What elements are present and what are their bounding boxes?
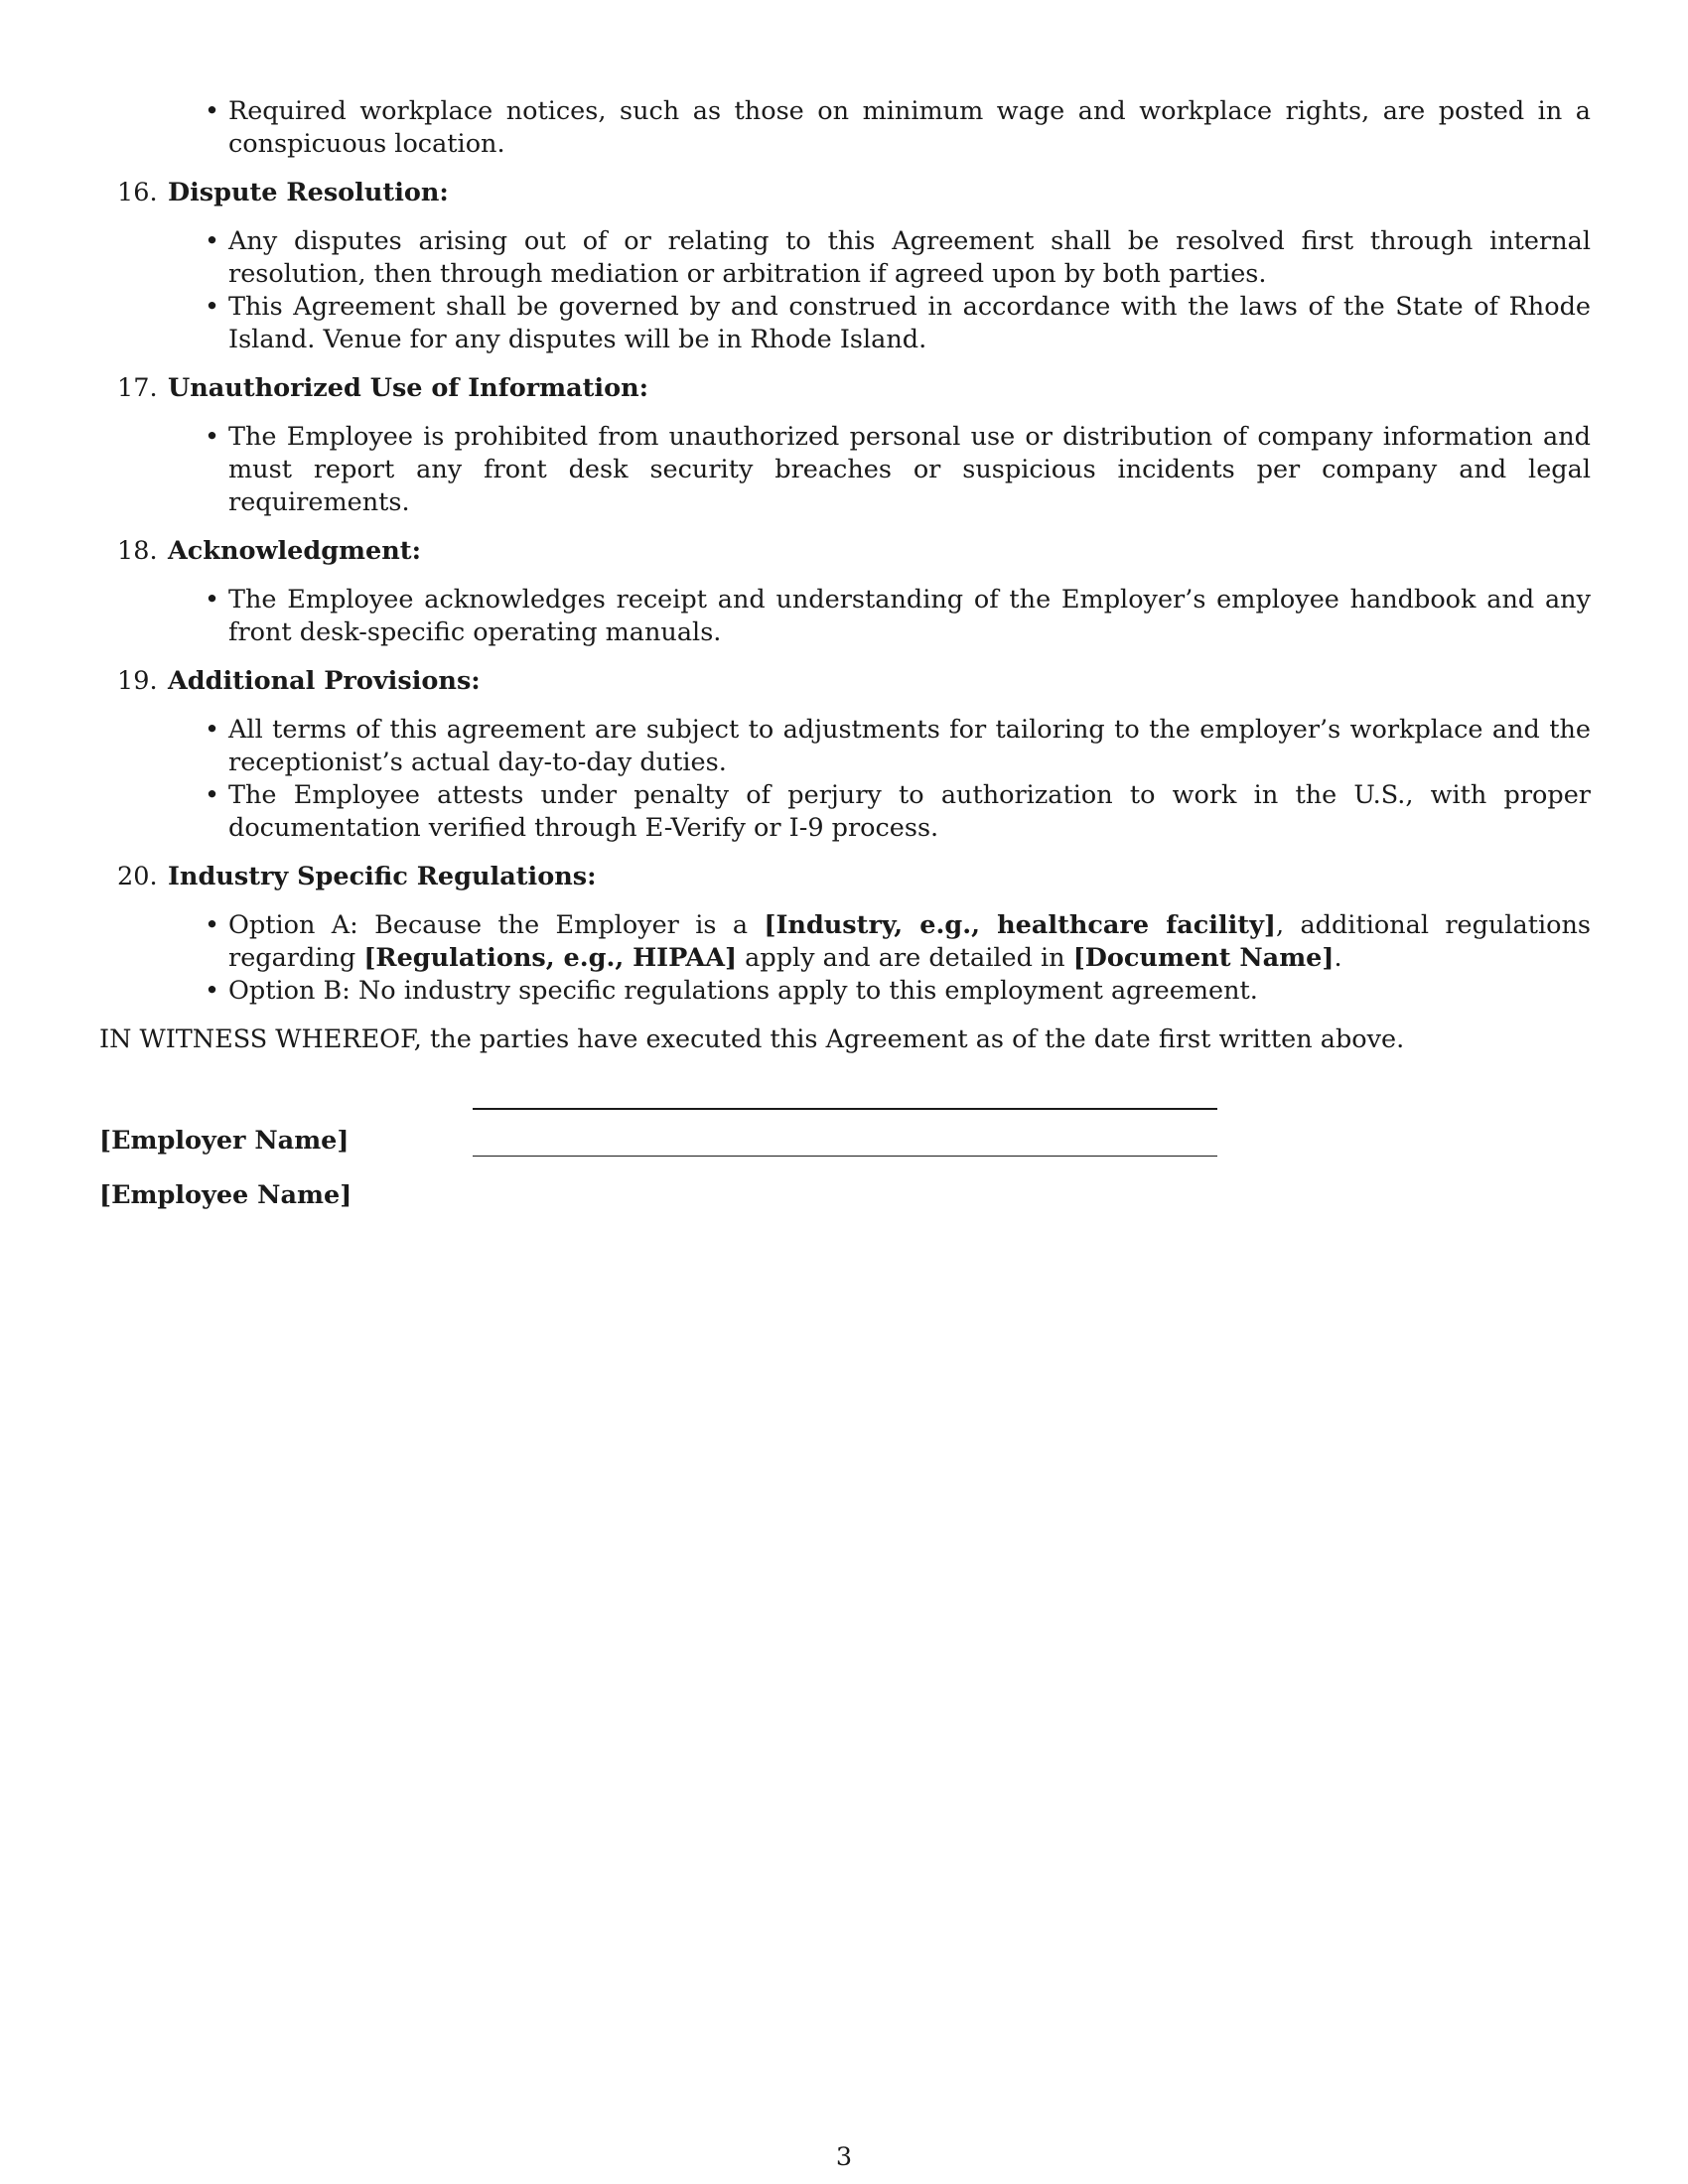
signature-block xyxy=(99,1056,1591,1156)
option-a-text: , additional regulations regarding xyxy=(228,910,1591,973)
list-item: • Any disputes arising out of or relating to this Agreement shall be resolved first through internal resolution, then through mediation or arbitration if agreed upon by both parties. xyxy=(228,225,1591,291)
bullet-list xyxy=(99,909,1591,1008)
list-item: • All terms of this agreement are subject to adjustments for tailoring to the employer’s workplace and the receptionist’s actual day-to-day duties. xyxy=(228,714,1591,779)
employee-name: [Employee Name] xyxy=(99,1180,352,1210)
bullet-list xyxy=(99,714,1591,845)
document-name-placeholder: [Document Name] xyxy=(1072,943,1335,973)
bullet-list xyxy=(99,421,1591,519)
list-item: • The Employee attests under penalty of perjury to authorization to work in the U.S., with proper documentation verified through E-Verify or I-9 process. xyxy=(228,779,1591,845)
page-number: 3 xyxy=(835,2142,853,2172)
bullet-list xyxy=(99,584,1591,649)
section-heading xyxy=(99,535,1591,568)
section-heading xyxy=(99,372,1591,405)
intro-bullet-list xyxy=(99,95,1591,161)
list-item: • The Employee acknowledges receipt and understanding of the Employer’s employee handbook and any front desk-specific operating manuals. xyxy=(228,584,1591,649)
list-item-option-b: • Option B: No industry specific regulations apply to this employment agreement. xyxy=(228,975,1591,1008)
section-industry-regulations xyxy=(99,861,1591,1008)
section-heading xyxy=(99,177,1591,209)
regulations-placeholder: [Regulations, e.g., HIPAA] xyxy=(363,943,738,973)
section-unauthorized-use xyxy=(99,372,1591,519)
section-number: 18. xyxy=(117,536,158,566)
list-item-option-a xyxy=(228,909,1591,975)
option-a-text: apply and are detailed in xyxy=(737,943,1073,973)
document-body xyxy=(99,95,1591,1255)
section-number: 17. xyxy=(117,373,158,403)
employer-name: [Employer Name] xyxy=(99,1126,350,1156)
employer-signature-line xyxy=(473,1108,1217,1110)
section-acknowledgment xyxy=(99,535,1591,649)
industry-placeholder: [Industry, e.g., healthcare facility] xyxy=(764,910,1276,940)
section-dispute-resolution xyxy=(99,177,1591,356)
list-item: • This Agreement shall be governed by and construed in accordance with the laws of the State of Rhode Island. Venue for any disputes will be in Rhode Island. xyxy=(228,291,1591,356)
bullet-list xyxy=(99,225,1591,356)
section-number: 20. xyxy=(117,862,158,891)
section-title: Dispute Resolution: xyxy=(168,178,449,207)
list-item: • The Employee is prohibited from unauthorized personal use or distribution of company information and must report any front desk security breaches or suspicious incidents per company and legal requirements. xyxy=(228,421,1591,519)
section-title: Industry Specific Regulations: xyxy=(168,862,597,891)
section-title: Additional Provisions: xyxy=(168,666,481,696)
witness-clause: IN WITNESS WHEREOF, the parties have executed this Agreement as of the date first written above. xyxy=(99,1024,1405,1054)
signature-block xyxy=(99,1156,1591,1255)
list-item: • Required workplace notices, such as those on minimum wage and workplace rights, are posted in a conspicuous location. xyxy=(228,95,1591,161)
section-number: 19. xyxy=(117,666,158,696)
section-title: Acknowledgment: xyxy=(168,536,421,566)
option-a-text: Option A: Because the Employer is a xyxy=(228,910,765,940)
section-title: Unauthorized Use of Information: xyxy=(168,373,649,403)
option-a-text: . xyxy=(1334,943,1342,973)
section-heading xyxy=(99,665,1591,698)
section-additional-provisions xyxy=(99,665,1591,845)
section-number: 16. xyxy=(117,178,158,207)
employee-signature-line xyxy=(473,1156,1217,1157)
section-heading xyxy=(99,861,1591,893)
